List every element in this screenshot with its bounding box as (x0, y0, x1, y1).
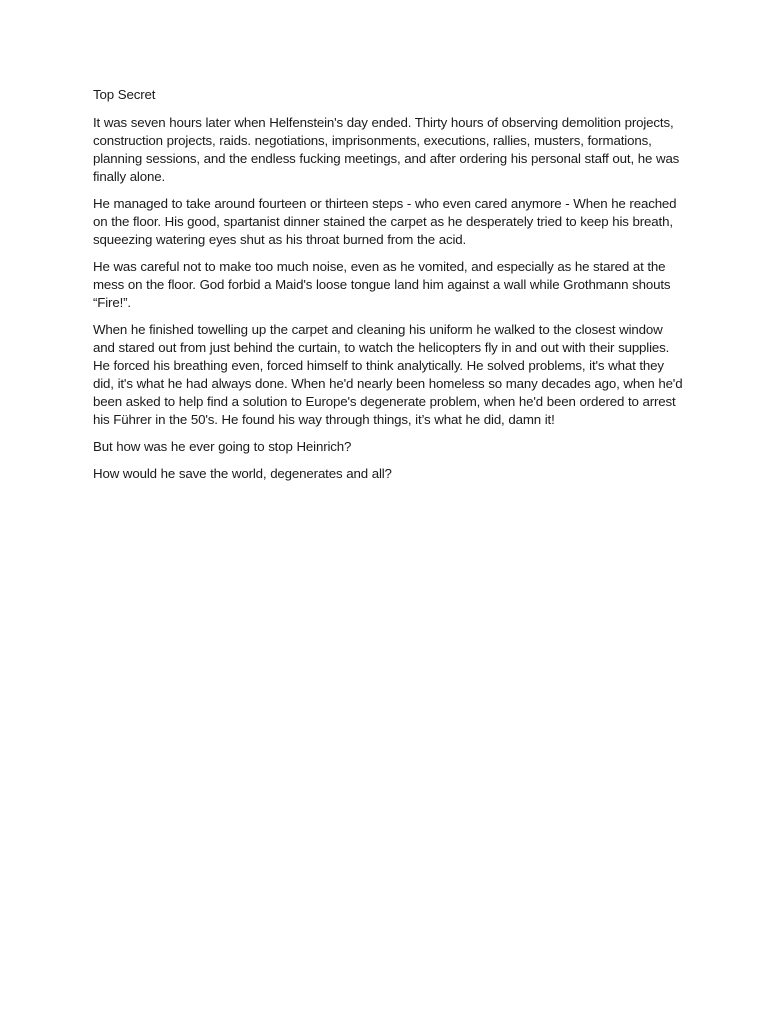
paragraph: When he finished towelling up the carpet and cleaning his uniform he walked to the closest window and stared out from just behind the curtain, to watch the helicopters fly in and out with their supplies. He forced his breathing even, forced himself to think analytically. He solved problems, it's what they did, it's what he had always done. When he'd nearly been homeless so many decades ago, when he'd been asked to help find a solution to Europe's degenerate problem, when he'd been ordered to arrest his Führer in the 50's. He found his way through things, it’s what he did, damn it! (93, 322, 683, 427)
paragraph: But how was he ever going to stop Heinrich? (93, 439, 352, 454)
document-body (93, 86, 683, 492)
paragraph: How would he save the world, degenerates and all? (93, 466, 392, 481)
paragraph: He was careful not to make too much noise, even as he vomited, and especially as he stared at the mess on the floor. God forbid a Maid's loose tongue land him against a wall while Grothmann shouts “Fire!”. (93, 259, 671, 310)
paragraph: He managed to take around fourteen or thirteen steps - who even cared anymore - When he reached on the floor. His good, spartanist dinner stained the carpet as he desperately tried to keep his breath, squeezing watering eyes shut as his throat burned from the acid. (93, 196, 677, 247)
paragraph: It was seven hours later when Helfenstein's day ended. Thirty hours of observing demolition projects, construction projects, raids. negotiations, imprisonments, executions, rallies, musters, formations, planning sessions, and the endless fucking meetings, and after ordering his personal staff out, he was finally alone. (93, 115, 680, 184)
document-title: Top Secret (93, 87, 156, 102)
